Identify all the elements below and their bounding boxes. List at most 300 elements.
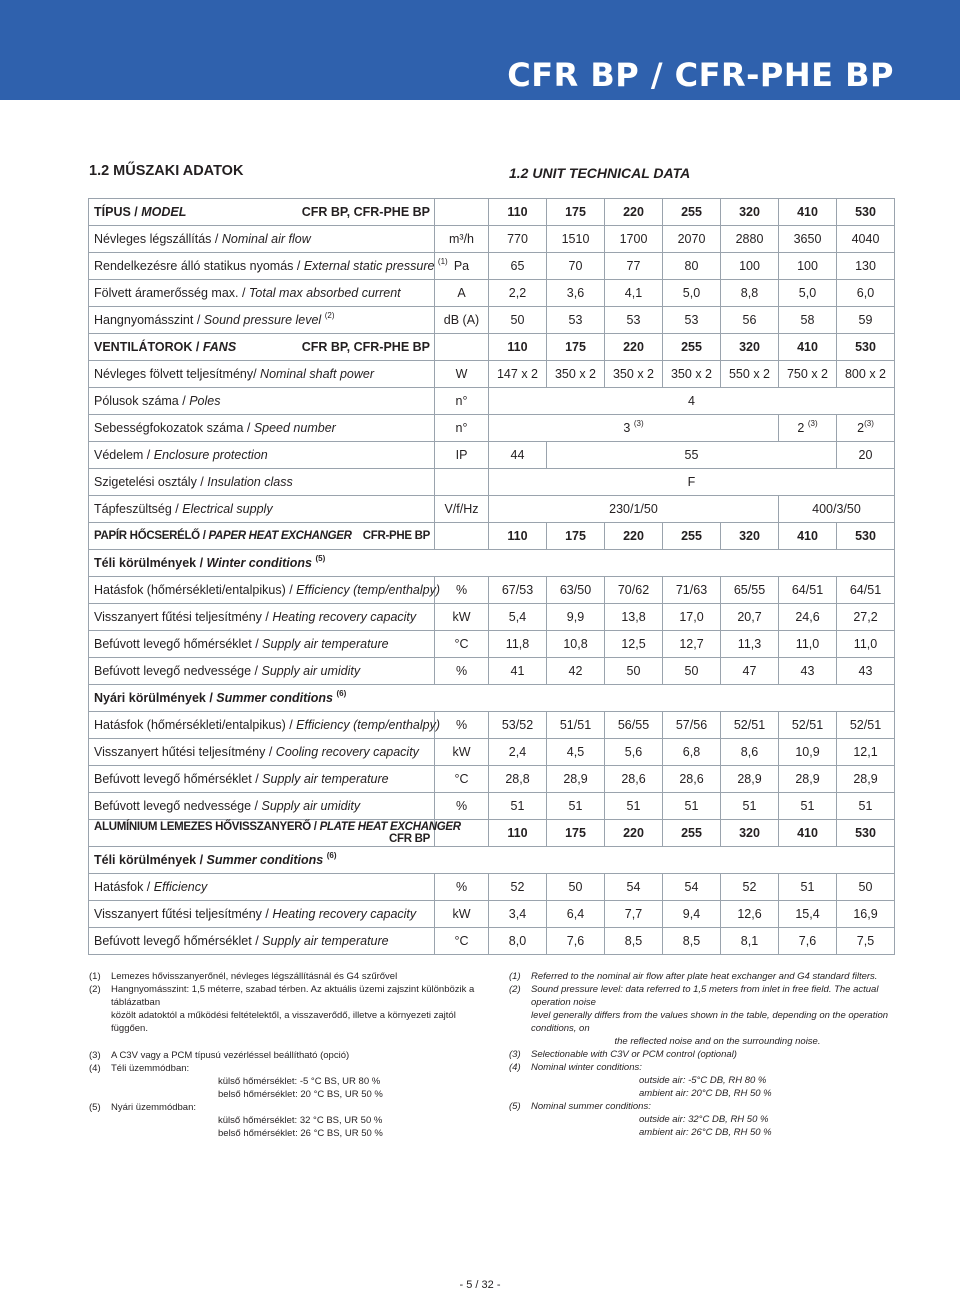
footnote-4: (4) Téli üzemmódban: külső hőmérséklet: -5 °C BS, UR 80 % belső hőmérséklet: 20 °C BS, UR 50 % <box>89 1063 383 1100</box>
value-cell: 51 <box>837 793 895 820</box>
label-hu: Hatásfok / <box>94 880 154 894</box>
winter-conditions-row <box>89 550 895 577</box>
alu-header-row <box>89 820 895 847</box>
footnote-1: (1) Lemezes hővisszanyerőnél, névleges légszállításnál és G4 szűrővel <box>89 971 398 982</box>
value-cell: 52 <box>721 874 779 901</box>
value-cell: 2,2 <box>489 280 547 307</box>
label-hu: Tápfeszültség / <box>94 502 183 516</box>
value-cell: 255 <box>663 334 721 361</box>
value-cell: 800 x 2 <box>837 361 895 388</box>
section-title-en: 1.2 UNIT TECHNICAL DATA <box>509 165 691 181</box>
section-title-hu: 1.2 MŰSZAKI ADATOK <box>89 163 244 179</box>
category-label: CFR BP <box>388 833 430 845</box>
value-cell: 5,0 <box>779 280 837 307</box>
unit-cell <box>435 334 489 361</box>
label-en: Heating recovery capacity <box>272 907 417 921</box>
label-hu: Névleges fölvett teljesítmény/ <box>94 367 261 381</box>
value-cell: 7,7 <box>605 901 663 928</box>
value-cell: 50 <box>547 874 605 901</box>
value-cell: 175 <box>547 523 605 550</box>
unit-cell: % <box>435 712 489 739</box>
footnote-ref: (6) <box>336 689 347 698</box>
label-en: FANS <box>202 340 237 354</box>
general-row <box>89 253 895 280</box>
value-cell: 11,8 <box>489 631 547 658</box>
speed-row <box>89 415 895 442</box>
value-cell: 350 x 2 <box>547 361 605 388</box>
value-cell: 7,6 <box>779 928 837 955</box>
footnote-ref: (6) <box>326 851 337 860</box>
row-label <box>89 253 448 280</box>
label-en: Nominal air flow <box>221 232 311 246</box>
value-cell: 4,5 <box>547 739 605 766</box>
speed-value: 2 <box>857 421 865 435</box>
value-cell: 6,0 <box>837 280 895 307</box>
label-en: Supply air temperature <box>262 934 389 948</box>
value-cell: 55 <box>547 442 837 469</box>
footnote-ref: (5) <box>315 554 326 563</box>
phe-summer-row <box>89 712 895 739</box>
value-cell: 50 <box>605 658 663 685</box>
value-cell: 28,6 <box>605 766 663 793</box>
page-title: CFR BP / CFR-PHE BP <box>507 56 894 94</box>
enclosure-row <box>89 442 895 469</box>
value-cell: 1700 <box>605 226 663 253</box>
label-hu: ALUMÍNIUM LEMEZES HŐVISSZANYERŐ / <box>94 821 320 833</box>
row-label <box>89 307 435 334</box>
unit-cell: Pa <box>435 253 489 280</box>
value-cell: 2070 <box>663 226 721 253</box>
value-cell: 50 <box>837 874 895 901</box>
insulation-row <box>89 469 895 496</box>
row-label <box>89 793 435 820</box>
value-cell: 7,5 <box>837 928 895 955</box>
value-cell: 410 <box>779 334 837 361</box>
value-cell: 220 <box>605 199 663 226</box>
footnotes-hu <box>89 970 484 1140</box>
footnote-4-en: (4) Nominal winter conditions: outside air: -5°C DB, RH 80 % ambient air: 20°C DB, RH 50 % <box>509 1062 772 1099</box>
label-en: Supply air temperature <box>262 772 389 786</box>
row-label <box>89 712 440 739</box>
value-cell: 16,9 <box>837 901 895 928</box>
row-label <box>89 901 435 928</box>
label-en: Nominal shaft power <box>260 367 374 381</box>
unit-cell: °C <box>435 766 489 793</box>
value-cell: 4040 <box>837 226 895 253</box>
unit-cell: % <box>435 793 489 820</box>
value-cell: 220 <box>605 523 663 550</box>
row-label <box>89 577 440 604</box>
unit-cell: °C <box>435 631 489 658</box>
value-cell: 64/51 <box>779 577 837 604</box>
category-label: CFR BP, CFR-PHE BP <box>301 340 430 354</box>
value-cell: 750 x 2 <box>779 361 837 388</box>
value-cell: 400/3/50 <box>779 496 895 523</box>
value-cell: 10,8 <box>547 631 605 658</box>
model-row <box>89 199 895 226</box>
general-row <box>89 307 895 334</box>
row-label <box>89 928 435 955</box>
value-cell: 220 <box>605 820 663 847</box>
value-cell: 255 <box>663 523 721 550</box>
value-cell: 59 <box>837 307 895 334</box>
value-cell: 41 <box>489 658 547 685</box>
value-cell: 51 <box>605 793 663 820</box>
value-cell: 110 <box>489 334 547 361</box>
phe-summer-row <box>89 739 895 766</box>
unit-cell: °C <box>435 928 489 955</box>
label-hu: Névleges légszállítás / <box>94 232 222 246</box>
value-cell: 53 <box>605 307 663 334</box>
row-label <box>89 199 435 226</box>
value-cell: 77 <box>605 253 663 280</box>
value-cell: 52/51 <box>721 712 779 739</box>
unit-cell: m³/h <box>435 226 489 253</box>
footnote-2: (2) Hangnyomásszint: 1,5 méterre, szabad térben. Az aktuális üzemi zajszint különbözik a táblázatban közölt adatoktól a működési feltételektől, a visszaverődő, illetve a környezeti zajtól függően. <box>89 984 475 1034</box>
value-cell: 350 x 2 <box>663 361 721 388</box>
row-label <box>89 820 461 847</box>
value-cell: 320 <box>721 334 779 361</box>
label-hu: Pólusok száma / <box>94 394 190 408</box>
value-cell: 28,9 <box>721 766 779 793</box>
value-cell: 11,3 <box>721 631 779 658</box>
unit-cell: kW <box>435 901 489 928</box>
row-label <box>89 631 435 658</box>
unit-cell: % <box>435 577 489 604</box>
row-label <box>89 604 435 631</box>
value-cell: 52/51 <box>837 712 895 739</box>
value-cell: 8,8 <box>721 280 779 307</box>
phe-winter-row <box>89 631 895 658</box>
label-en: External static pressure <box>303 259 435 273</box>
label-hu: Téli körülmények / <box>94 853 207 867</box>
value-cell: 4,1 <box>605 280 663 307</box>
label-hu: VENTILÁTOROK / <box>94 340 203 354</box>
value-cell: 27,2 <box>837 604 895 631</box>
row-label <box>89 766 435 793</box>
label-en: Supply air temperature <box>262 637 389 651</box>
value-cell: 8,1 <box>721 928 779 955</box>
value-cell: 3650 <box>779 226 837 253</box>
label-en: Summer conditions <box>216 691 333 705</box>
label-en: Sound pressure level <box>203 313 322 327</box>
value-cell: 65 <box>489 253 547 280</box>
unit-cell: kW <box>435 739 489 766</box>
value-cell: 175 <box>547 820 605 847</box>
shaft-power-row <box>89 361 895 388</box>
value-cell: 410 <box>779 523 837 550</box>
value-cell: 175 <box>547 334 605 361</box>
unit-cell: n° <box>435 388 489 415</box>
value-cell: 100 <box>779 253 837 280</box>
value-cell: 8,6 <box>721 739 779 766</box>
value-cell: 50 <box>663 658 721 685</box>
footnote-2-en: (2) Sound pressure level: data referred to 1,5 meters from inlet in free field. The actual operation noise level generally differs from the values shown in the table, depending on the operation conditions, on the reflected noise and on the surrounding noise. <box>509 984 889 1047</box>
label-hu: Befúvott levegő hőmérséklet / <box>94 637 263 651</box>
summer-conditions-row <box>89 685 895 712</box>
value-cell: 410 <box>779 199 837 226</box>
footnote-ref: (2) <box>324 311 335 320</box>
label-hu: Szigetelési osztály / <box>94 475 208 489</box>
value-cell: 4 <box>489 388 895 415</box>
value-cell: 58 <box>779 307 837 334</box>
poles-row <box>89 388 895 415</box>
value-cell: F <box>489 469 895 496</box>
label-en: PAPER HEAT EXCHANGER <box>208 530 352 542</box>
footnote-5-en: (5) Nominal summer conditions: outside air: 32°C DB, RH 50 % ambient air: 26°C DB, RH 50 % <box>509 1101 772 1138</box>
unit-cell: % <box>435 658 489 685</box>
value-cell: 52 <box>489 874 547 901</box>
label-hu: Visszanyert fűtési teljesítmény / <box>94 907 273 921</box>
value-cell: 2880 <box>721 226 779 253</box>
value-cell: 5,4 <box>489 604 547 631</box>
value-cell: 51/51 <box>547 712 605 739</box>
label-hu: Befúvott levegő hőmérséklet / <box>94 772 263 786</box>
footnotes-en <box>509 970 904 1139</box>
value-cell: 320 <box>721 820 779 847</box>
value-cell: 255 <box>663 199 721 226</box>
label-en: Enclosure protection <box>153 448 268 462</box>
category-label: CFR BP, CFR-PHE BP <box>301 205 430 219</box>
value-cell: 20,7 <box>721 604 779 631</box>
value-cell: 100 <box>721 253 779 280</box>
value-cell: 320 <box>721 199 779 226</box>
row-label <box>89 334 435 361</box>
footnote-1-en: (1) Referred to the nominal air flow after plate heat exchanger and G4 standard filters. <box>509 971 878 982</box>
label-en: MODEL <box>141 205 187 219</box>
row-label <box>89 280 435 307</box>
speed-value: 2 <box>797 421 805 435</box>
value-cell: 28,9 <box>837 766 895 793</box>
general-row <box>89 280 895 307</box>
label-en: Electrical supply <box>182 502 273 516</box>
value-cell: 56 <box>721 307 779 334</box>
label-en: Supply air umidity <box>261 799 361 813</box>
value-cell: 320 <box>721 523 779 550</box>
label-en: Poles <box>189 394 221 408</box>
value-cell: 28,9 <box>547 766 605 793</box>
unit-cell: % <box>435 874 489 901</box>
unit-cell <box>435 523 489 550</box>
label-hu: Nyári körülmények / <box>94 691 217 705</box>
value-cell: 56/55 <box>605 712 663 739</box>
row-label <box>89 658 435 685</box>
value-cell: 17,0 <box>663 604 721 631</box>
footnote-ref: (3) <box>864 419 874 428</box>
alu-row <box>89 874 895 901</box>
value-cell: 44 <box>489 442 547 469</box>
row-label <box>89 685 895 712</box>
page-number: - 5 / 32 - <box>459 1279 501 1291</box>
label-hu: Befúvott levegő nedvessége / <box>94 664 262 678</box>
value-cell: 43 <box>779 658 837 685</box>
value-cell: 147 x 2 <box>489 361 547 388</box>
label-en: PLATE HEAT EXCHANGER <box>319 821 461 833</box>
row-label <box>89 847 895 874</box>
value-cell: 64/51 <box>837 577 895 604</box>
row-label <box>89 874 435 901</box>
label-en: Heating recovery capacity <box>272 610 417 624</box>
value-cell: 47 <box>721 658 779 685</box>
label-en: Total max absorbed current <box>248 286 401 300</box>
phe-winter-row <box>89 604 895 631</box>
value-cell: 12,6 <box>721 901 779 928</box>
label-hu: Visszanyert fűtési teljesítmény / <box>94 610 273 624</box>
value-cell: 28,6 <box>663 766 721 793</box>
footnote-ref: (1) <box>437 257 448 266</box>
footnote-3: (3) A C3V vagy a PCM típusú vezérléssel beállítható (opció) <box>89 1050 350 1061</box>
label-en: Supply air umidity <box>261 664 361 678</box>
row-label <box>89 226 435 253</box>
value-cell: 71/63 <box>663 577 721 604</box>
value-cell: 28,9 <box>779 766 837 793</box>
supply-row <box>89 496 895 523</box>
value-cell: 43 <box>837 658 895 685</box>
speed-value: 3 <box>623 421 631 435</box>
value-cell: 10,9 <box>779 739 837 766</box>
label-en: Efficiency (temp/enthalpy) <box>296 583 440 597</box>
value-cell: 52/51 <box>779 712 837 739</box>
label-en: Winter conditions <box>206 556 312 570</box>
value-cell: 6,4 <box>547 901 605 928</box>
label-hu: Téli körülmények / <box>94 556 207 570</box>
value-cell: 3,6 <box>547 280 605 307</box>
fans-header-row <box>89 334 895 361</box>
label-hu: Hangnyomásszint / <box>94 313 204 327</box>
footnote-5: (5) Nyári üzemmódban: külső hőmérséklet: 32 °C BS, UR 50 % belső hőmérséklet: 26 °C BS, UR 50 % <box>89 1102 383 1139</box>
value-cell <box>779 415 837 442</box>
value-cell: 51 <box>721 793 779 820</box>
value-cell: 8,5 <box>605 928 663 955</box>
alu-row <box>89 901 895 928</box>
value-cell: 13,8 <box>605 604 663 631</box>
value-cell: 50 <box>489 307 547 334</box>
value-cell <box>489 415 779 442</box>
value-cell: 110 <box>489 820 547 847</box>
label-en: Insulation class <box>207 475 293 489</box>
value-cell: 67/53 <box>489 577 547 604</box>
unit-cell: n° <box>435 415 489 442</box>
alu-conditions-row <box>89 847 895 874</box>
value-cell: 53 <box>663 307 721 334</box>
label-hu: Visszanyert hűtési teljesítmény / <box>94 745 276 759</box>
label-en: Efficiency <box>153 880 208 894</box>
alu-row <box>89 928 895 955</box>
value-cell: 20 <box>837 442 895 469</box>
title-banner <box>0 0 960 100</box>
footnote-3-en: (3) Selectionable with C3V or PCM control (optional) <box>509 1049 737 1060</box>
value-cell: 175 <box>547 199 605 226</box>
value-cell: 54 <box>605 874 663 901</box>
value-cell: 70 <box>547 253 605 280</box>
footnote-ref: (3) <box>807 419 818 428</box>
value-cell: 51 <box>779 874 837 901</box>
label-hu: Rendelkezésre álló statikus nyomás / <box>94 259 304 273</box>
value-cell: 130 <box>837 253 895 280</box>
value-cell <box>837 415 895 442</box>
value-cell: 9,9 <box>547 604 605 631</box>
value-cell: 12,5 <box>605 631 663 658</box>
value-cell: 530 <box>837 820 895 847</box>
label-hu: Hatásfok (hőmérsékleti/entalpikus) / <box>94 583 297 597</box>
value-cell: 9,4 <box>663 901 721 928</box>
general-row <box>89 226 895 253</box>
value-cell: 7,6 <box>547 928 605 955</box>
category-label: CFR-PHE BP <box>362 530 430 542</box>
value-cell: 15,4 <box>779 901 837 928</box>
value-cell: 6,8 <box>663 739 721 766</box>
value-cell: 11,0 <box>837 631 895 658</box>
label-en: Efficiency (temp/enthalpy) <box>296 718 440 732</box>
label-en: Speed number <box>253 421 336 435</box>
row-label <box>89 415 435 442</box>
label-hu: Hatásfok (hőmérsékleti/entalpikus) / <box>94 718 297 732</box>
value-cell: 3,4 <box>489 901 547 928</box>
value-cell: 42 <box>547 658 605 685</box>
label-en: Cooling recovery capacity <box>275 745 419 759</box>
row-label <box>89 442 435 469</box>
label-hu: TÍPUS / <box>94 205 142 219</box>
value-cell: 770 <box>489 226 547 253</box>
phe-winter-row <box>89 577 895 604</box>
value-cell: 53/52 <box>489 712 547 739</box>
footnote-ref: (3) <box>633 419 644 428</box>
value-cell: 54 <box>663 874 721 901</box>
value-cell: 530 <box>837 334 895 361</box>
unit-cell: kW <box>435 604 489 631</box>
row-label <box>89 388 435 415</box>
phe-winter-row <box>89 658 895 685</box>
value-cell: 5,0 <box>663 280 721 307</box>
unit-cell: dB (A) <box>435 307 489 334</box>
row-label <box>89 496 435 523</box>
row-label <box>89 469 435 496</box>
value-cell: 5,6 <box>605 739 663 766</box>
value-cell: 51 <box>547 793 605 820</box>
value-cell: 63/50 <box>547 577 605 604</box>
row-label <box>89 550 895 577</box>
label-hu: Fölvett áramerősség max. / <box>94 286 249 300</box>
value-cell: 80 <box>663 253 721 280</box>
label-hu: Befúvott levegő nedvessége / <box>94 799 262 813</box>
value-cell: 350 x 2 <box>605 361 663 388</box>
label-hu: PAPÍR HŐCSERÉLŐ / <box>94 530 209 542</box>
value-cell: 51 <box>489 793 547 820</box>
value-cell: 12,1 <box>837 739 895 766</box>
value-cell: 255 <box>663 820 721 847</box>
value-cell: 24,6 <box>779 604 837 631</box>
value-cell: 550 x 2 <box>721 361 779 388</box>
value-cell: 11,0 <box>779 631 837 658</box>
unit-cell: V/f/Hz <box>435 496 489 523</box>
row-label <box>89 523 435 550</box>
phe-summer-row <box>89 766 895 793</box>
label-hu: Sebességfokozatok száma / <box>94 421 254 435</box>
value-cell: 65/55 <box>721 577 779 604</box>
unit-cell <box>435 469 489 496</box>
unit-cell: W <box>435 361 489 388</box>
phe-header-row <box>89 523 895 550</box>
value-cell: 220 <box>605 334 663 361</box>
label-hu: Védelem / <box>94 448 154 462</box>
value-cell: 28,8 <box>489 766 547 793</box>
technical-data-table <box>88 198 895 955</box>
value-cell: 53 <box>547 307 605 334</box>
row-label <box>89 739 435 766</box>
value-cell: 8,5 <box>663 928 721 955</box>
value-cell: 110 <box>489 523 547 550</box>
row-label <box>89 361 435 388</box>
